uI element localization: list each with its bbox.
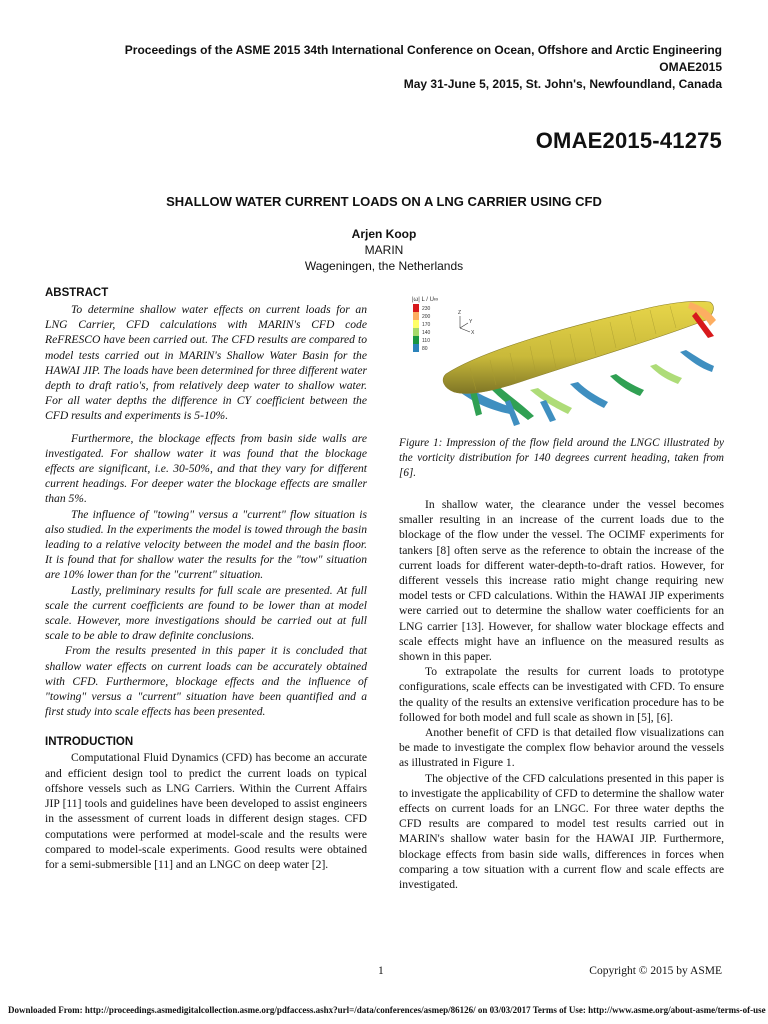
legend-value-6: 80 <box>422 346 428 352</box>
introduction-heading: INTRODUCTION <box>45 736 134 749</box>
abstract-paragraph-2: Furthermore, the blockage effects from basin side walls are investigated. For shallow water it was found that the blockage effects are significant, i.e. 30-50%, and that they vary for different current headings. For deeper water the blockage effects are smaller than 5%. <box>45 431 367 506</box>
legend-value-2: 200 <box>422 314 431 320</box>
right-paragraph-1: In shallow water, the clearance under the vessel becomes smaller resulting in an increase of the current loads due to the blockage of the flow under the vessel. The OCIMF experiments for tankers [8] often serve as the reference to obtain the increase of the current loads for different water-depth-to-draft ratios. However, for different vessels this increase ratio might change requiring new model tests or CFD calculations. Within the HAWAI JIP experiments were carried out to determine the shallow water coefficients for an LNG carrier [13]. However, for shallow water blockage effects and scale effects might have an influence on the measured results as shown in this paper. <box>399 498 724 664</box>
paper-title: SHALLOW WATER CURRENT LOADS ON A LNG CARRIER USING CFD <box>166 194 602 209</box>
introduction-paragraph: Computational Fluid Dynamics (CFD) has become an accurate and efficient design tool to predict the current loads on typical offshore vessels such as LNG Carriers. Within the Current Affairs JIP [11] tools and guidelines have been developed to assist engineers in the assessment of current loads in different design stages. CFD computations were performed at model-scale and the results were compared to model-scale experiments. Good results were obtained for a semi-submersible [11] and an LNGC on deep water [2]. <box>45 751 367 871</box>
abstract-heading: ABSTRACT <box>45 287 109 299</box>
axis-label-y: Y <box>469 319 473 325</box>
conference-title: Proceedings of the ASME 2015 34th International Conference on Ocean, Offshore and Arctic Engineering <box>124 43 722 57</box>
legend-swatch-2 <box>413 312 419 320</box>
legend-value-3: 170 <box>422 322 431 328</box>
legend-swatch-1 <box>413 304 419 312</box>
legend-title: |ω| L / U∞ <box>412 297 439 303</box>
right-paragraph-2: To extrapolate the results for current loads to prototype configurations, scale effects can be investigated with CFD. To ensure the quality of the results an extensive verification procedure has to be followed for both model and full scale as shown in [5], [6]. <box>399 665 724 724</box>
figure-1-caption: Figure 1: Impression of the flow field around the LNGC illustrated by the vorticity distribution for 140 degrees current heading, taken from [6]. <box>399 437 724 479</box>
author-affiliation: MARIN <box>364 243 404 257</box>
right-paragraph-3: Another benefit of CFD is that detailed flow visualizations can be made to investigate the complex flow behavior around the vessels as illustrated in Figure 1. <box>399 726 724 770</box>
abstract-paragraph-1: To determine shallow water effects on current loads for an LNG Carrier, CFD calculations with MARIN's CFD code ReFRESCO have been carried out. The CFD results are compared to model tests carried out in MARIN's Shallow Water Basin for the HAWAI JIP. The loads have been determined for three different water depth to draft ratio's, from relatively deep water to shallow water. For all water depths the difference in CY coefficient between the CFD results and experiments is 5-10%. <box>45 303 367 423</box>
download-notice-text: Downloaded From: http://proceedings.asmedigitalcollection.asme.org/pdfaccess.ashx?url=/data/conferences/asmep/86126/ on 03/03/2017 Terms of Use: http://www.asme.org/about-asme/terms-of-use <box>8 1005 766 1015</box>
left-column <box>45 287 367 872</box>
abstract-paragraph-5: From the results presented in this paper it is concluded that shallow water effects on current loads can be accurately obtained with CFD. Furthermore, blockage effects and the influence of "towing" versus a "current" situation have been quantified and a first study into scale effects has been presented. <box>45 644 367 719</box>
abstract-paragraph-3: The influence of "towing" versus a "current" flow situation is also studied. In the experiments the model is towed through the basin leading to a relative velocity between the model and the basin floor. It is found that for shallow water the results for the "tow" situation are 10% lower than for the "current" situation. <box>45 507 367 582</box>
axis-triad <box>458 310 475 336</box>
copyright-notice: Copyright © 2015 by ASME <box>589 965 722 977</box>
legend-swatch-3 <box>413 320 419 328</box>
author-location: Wageningen, the Netherlands <box>304 259 464 273</box>
author-name: Arjen Koop <box>351 227 417 241</box>
legend-swatch-6 <box>413 344 419 352</box>
conference-date-location: May 31-June 5, 2015, St. John's, Newfoundland, Canada <box>403 77 722 91</box>
legend-swatch-4 <box>413 328 419 336</box>
right-column <box>399 497 724 892</box>
right-paragraph-4: The objective of the CFD calculations presented in this paper is to investigate the applicability of CFD to determine the shallow water effects on current loads for an LNGC. For three water depths the CFD results are compared to model test results carried out in MARIN's shallow water basin for the HAWAI JIP. Furthermore, blockage effects from basin side walls, differences in forces when comparing a tow situation with a current flow and scale effects are investigated. <box>399 771 724 892</box>
colorbar-legend <box>412 297 438 352</box>
legend-swatch-5 <box>413 336 419 344</box>
download-notice <box>0 1005 768 1015</box>
vessel-vorticity-render <box>410 292 720 428</box>
legend-value-5: 110 <box>422 338 430 344</box>
legend-value-1: 230 <box>422 306 431 312</box>
axis-label-z: Z <box>458 310 462 316</box>
paper-id: OMAE2015-41275 <box>535 128 722 153</box>
page-number: 1 <box>378 965 384 977</box>
legend-value-4: 140 <box>422 330 431 336</box>
figure-1-image <box>410 292 720 428</box>
axis-label-x: X <box>471 330 475 336</box>
abstract-paragraph-4: Lastly, preliminary results for full scale are presented. At full scale the current coefficients are found to be lower than at model scale. However, more investigations should be carried out at full scale to be able to draw definite conclusions. <box>45 583 367 643</box>
conference-acronym: OMAE2015 <box>659 60 722 74</box>
